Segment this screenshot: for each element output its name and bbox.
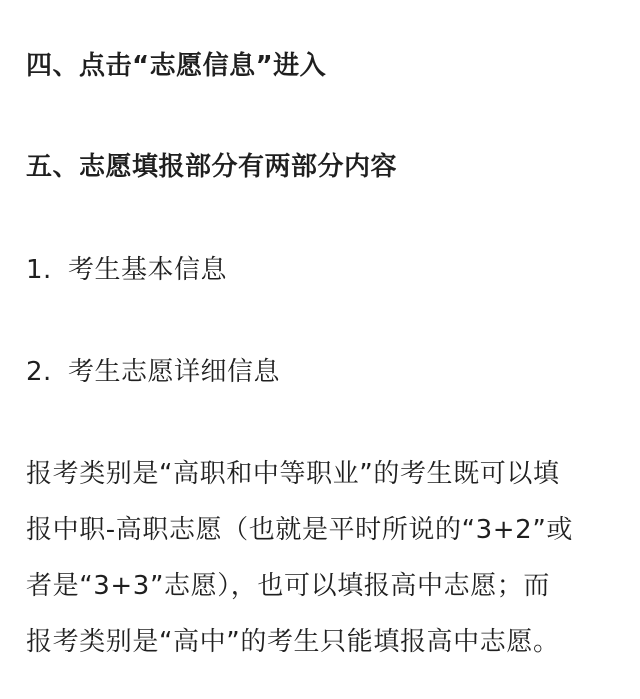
step-five-heading: 五、志愿填报部分有两部分内容 bbox=[26, 152, 398, 182]
paragraph-line: 报考类别是“高职和中等职业”的考生既可以填 bbox=[26, 459, 560, 489]
list-item-text: 考生基本信息 bbox=[68, 255, 228, 285]
list-item bbox=[26, 354, 620, 390]
paragraph-line: 者是“3+3”志愿），也可以填报高中志愿；而 bbox=[26, 571, 551, 601]
list-item-number: 1. bbox=[26, 255, 52, 285]
list-item bbox=[26, 252, 620, 288]
list-item-number: 2. bbox=[26, 357, 52, 387]
paragraph-line: 报考类别是“高中”的考生只能填报高中志愿。 bbox=[26, 627, 560, 657]
paragraph-line: 报中职-高职志愿（也就是平时所说的“3+2”或 bbox=[26, 515, 573, 545]
list-item-text: 考生志愿详细信息 bbox=[68, 357, 281, 387]
step-four-heading: 四、点击“志愿信息”进入 bbox=[26, 51, 327, 81]
